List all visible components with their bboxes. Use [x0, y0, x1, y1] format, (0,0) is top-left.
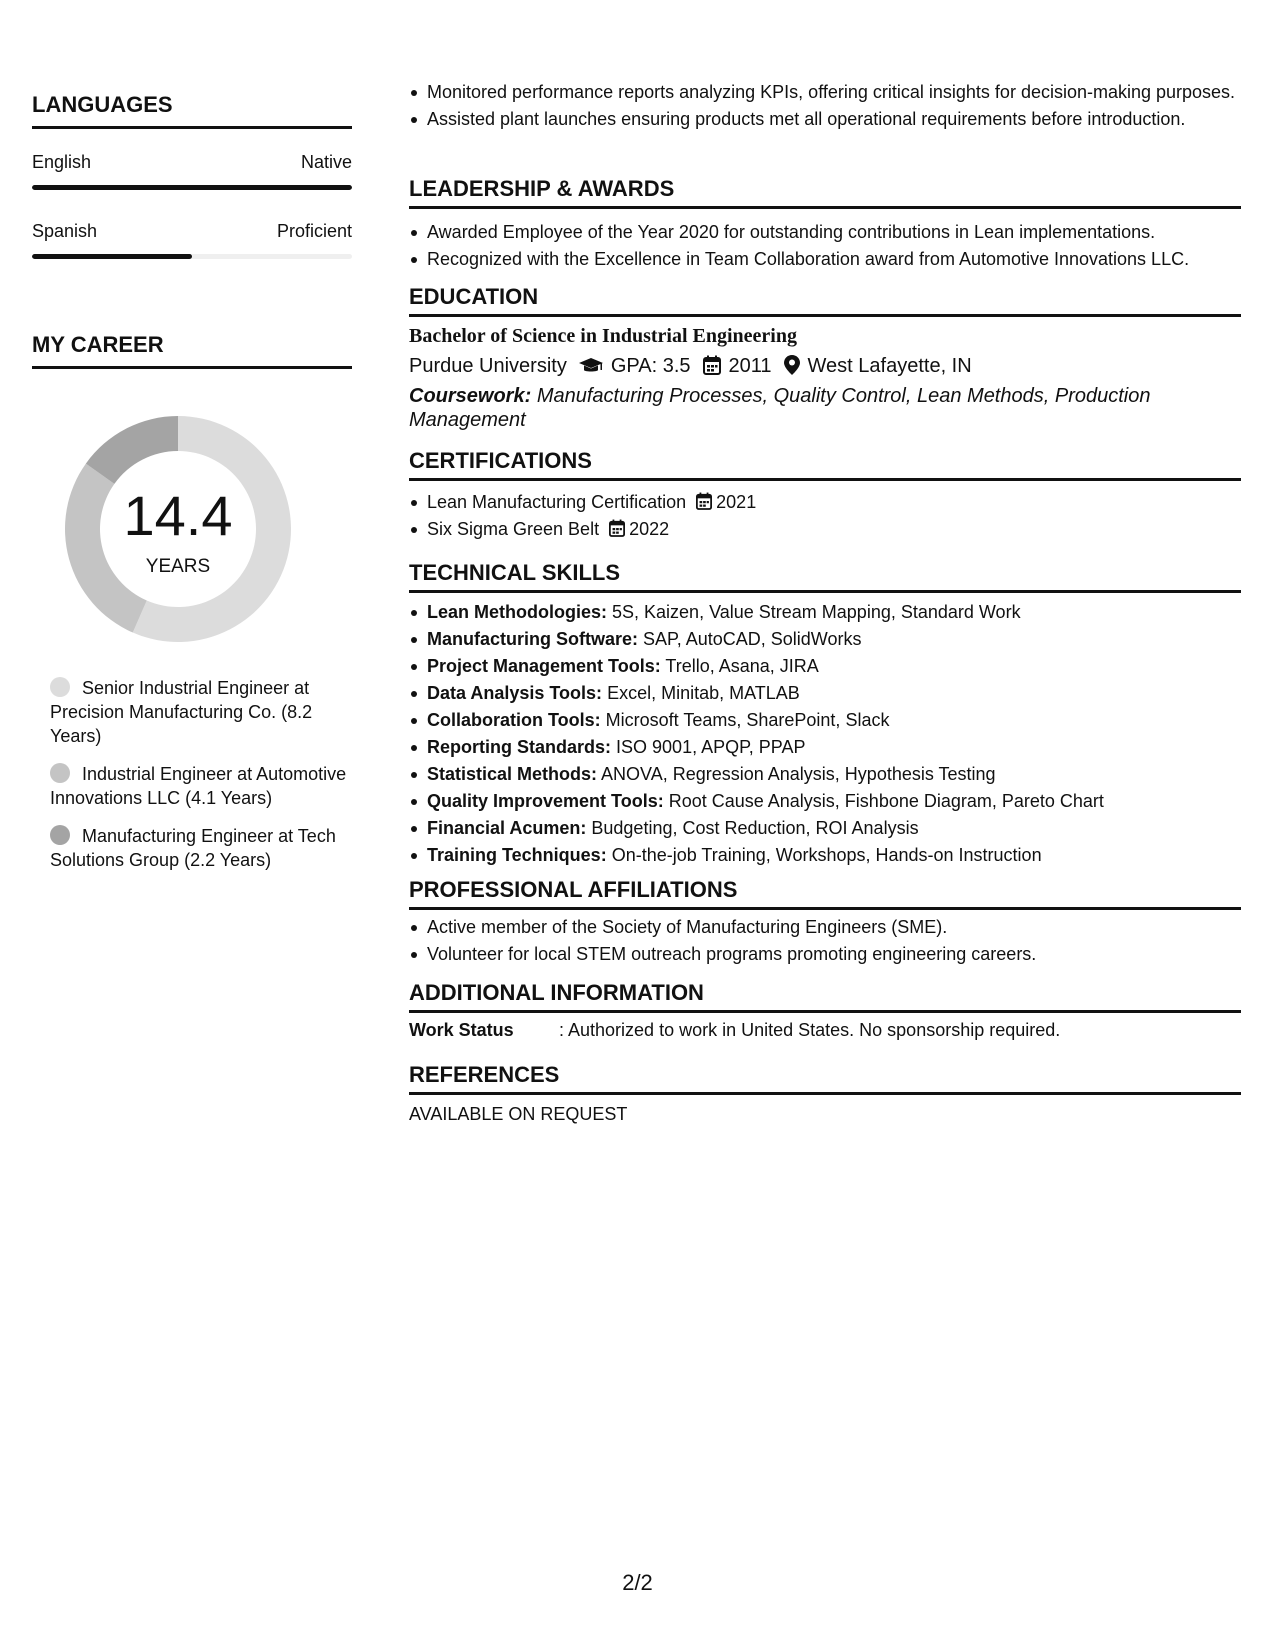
list-item	[427, 816, 1259, 840]
list-item	[427, 789, 1259, 813]
language-level: Native	[300, 152, 352, 172]
graduation-cap-icon	[579, 357, 603, 375]
skills-list	[409, 600, 1259, 870]
certifications-list	[409, 490, 1259, 544]
work-status-value: : Authorized to work in United States. No sponsorship required.	[559, 1020, 1061, 1040]
list-item	[427, 654, 1259, 678]
list-item	[427, 708, 1259, 732]
list-item: Recognized with the Excellence in Team Collaboration award from Automotive Innovations LLC.	[427, 247, 1259, 271]
skill-label: Reporting Standards:	[427, 737, 612, 757]
skill-value: SAP, AutoCAD, SolidWorks	[643, 629, 862, 649]
list-item: Monitored performance reports analyzing KPIs, offering critical insights for decision-making purposes.	[427, 80, 1259, 104]
education-heading: EDUCATION	[409, 284, 1241, 317]
certification-name: Six Sigma Green Belt	[427, 519, 600, 539]
skill-label: Statistical Methods:	[427, 764, 598, 784]
skill-value: Root Cause Analysis, Fishbone Diagram, Pareto Chart	[668, 791, 1104, 811]
skill-value: On-the-job Training, Workshops, Hands-on Instruction	[611, 845, 1042, 865]
skills-heading: TECHNICAL SKILLS	[409, 560, 1241, 593]
skill-label: Data Analysis Tools:	[427, 683, 603, 703]
career-legend	[50, 676, 350, 886]
legend-dot	[50, 677, 70, 697]
skill-label: Collaboration Tools:	[427, 710, 601, 730]
legend-label: Industrial Engineer at Automotive Innovations LLC (4.1 Years)	[50, 764, 347, 808]
languages-section	[32, 92, 352, 259]
language-level: Proficient	[276, 221, 352, 241]
awards-list	[409, 220, 1259, 274]
legend-label: Manufacturing Engineer at Tech Solutions Group (2.2 Years)	[50, 826, 336, 870]
coursework-label: Coursework:	[409, 385, 532, 407]
career-legend-item	[50, 762, 350, 810]
list-item	[427, 627, 1259, 651]
career-section	[32, 332, 352, 369]
language-proficiency-fill	[32, 254, 192, 259]
legend-dot	[50, 763, 70, 783]
skill-value: Trello, Asana, JIRA	[665, 656, 819, 676]
language-item-spanish	[32, 220, 352, 259]
list-item	[427, 843, 1259, 867]
language-proficiency-bar	[32, 254, 352, 259]
skill-label: Manufacturing Software:	[427, 629, 639, 649]
references-heading: REFERENCES	[409, 1062, 1241, 1095]
page-number: 2/2	[622, 1570, 653, 1595]
list-item: Active member of the Society of Manufacturing Engineers (SME).	[427, 915, 1259, 939]
career-legend-item	[50, 676, 350, 748]
affiliations-heading: PROFESSIONAL AFFILIATIONS	[409, 877, 1241, 910]
career-heading: MY CAREER	[32, 332, 352, 369]
skill-value: ANOVA, Regression Analysis, Hypothesis Testing	[601, 764, 996, 784]
references-text: AVAILABLE ON REQUEST	[409, 1104, 628, 1124]
calendar-icon	[703, 355, 721, 375]
certification-year: 2022	[629, 519, 670, 539]
skill-value: Excel, Minitab, MATLAB	[607, 683, 800, 703]
work-status-row	[409, 1018, 1060, 1042]
skill-label: Financial Acumen:	[427, 818, 587, 838]
education-coursework	[409, 384, 1209, 432]
education-school: Purdue University	[409, 355, 567, 377]
language-proficiency-fill	[32, 185, 352, 190]
skill-label: Quality Improvement Tools:	[427, 791, 664, 811]
list-item	[427, 517, 1259, 541]
list-item	[427, 490, 1259, 514]
skill-label: Lean Methodologies:	[427, 602, 607, 622]
skill-value: 5S, Kaizen, Value Stream Mapping, Standard Work	[612, 602, 1021, 622]
skill-value: ISO 9001, APQP, PPAP	[616, 737, 806, 757]
experience-continued-list	[409, 80, 1259, 134]
language-name: Spanish	[32, 221, 98, 241]
education-location: West Lafayette, IN	[807, 355, 972, 377]
certification-year: 2021	[716, 492, 757, 512]
certification-name: Lean Manufacturing Certification	[427, 492, 687, 512]
languages-heading: LANGUAGES	[32, 92, 352, 129]
education-year: 2011	[728, 355, 772, 377]
skill-label: Training Techniques:	[427, 845, 607, 865]
education-degree: Bachelor of Science in Industrial Engineering	[409, 325, 797, 347]
career-donut-chart	[65, 416, 291, 642]
calendar-icon	[696, 492, 712, 510]
education-gpa: GPA: 3.5	[610, 355, 691, 377]
career-total-unit: YEARS	[145, 556, 211, 577]
work-status-label: Work Status	[409, 1020, 514, 1040]
legend-label: Senior Industrial Engineer at Precision Manufacturing Co. (8.2 Years)	[50, 678, 313, 746]
language-item-english	[32, 151, 352, 190]
skill-label: Project Management Tools:	[427, 656, 661, 676]
additional-info-heading: ADDITIONAL INFORMATION	[409, 980, 1241, 1013]
language-proficiency-bar	[32, 185, 352, 190]
skill-value: Microsoft Teams, SharePoint, Slack	[605, 710, 890, 730]
legend-dot	[50, 825, 70, 845]
career-legend-item	[50, 824, 350, 872]
education-meta	[409, 354, 972, 378]
list-item: Assisted plant launches ensuring products met all operational requirements before introduction.	[427, 107, 1259, 131]
awards-heading: LEADERSHIP & AWARDS	[409, 176, 1241, 209]
calendar-icon	[609, 519, 625, 537]
skill-value: Budgeting, Cost Reduction, ROI Analysis	[591, 818, 919, 838]
certifications-heading: CERTIFICATIONS	[409, 448, 1241, 481]
list-item	[427, 735, 1259, 759]
coursework-value: Manufacturing Processes, Quality Control, Lean Methods, Production Management	[409, 385, 1151, 431]
list-item	[427, 762, 1259, 786]
list-item	[427, 681, 1259, 705]
career-total-years: 14.4	[123, 484, 233, 547]
affiliations-list	[409, 915, 1259, 969]
location-pin-icon	[784, 355, 800, 375]
list-item	[427, 600, 1259, 624]
language-name: English	[32, 152, 92, 172]
list-item: Volunteer for local STEM outreach programs promoting engineering careers.	[427, 942, 1259, 966]
list-item: Awarded Employee of the Year 2020 for outstanding contributions in Lean implementations.	[427, 220, 1259, 244]
